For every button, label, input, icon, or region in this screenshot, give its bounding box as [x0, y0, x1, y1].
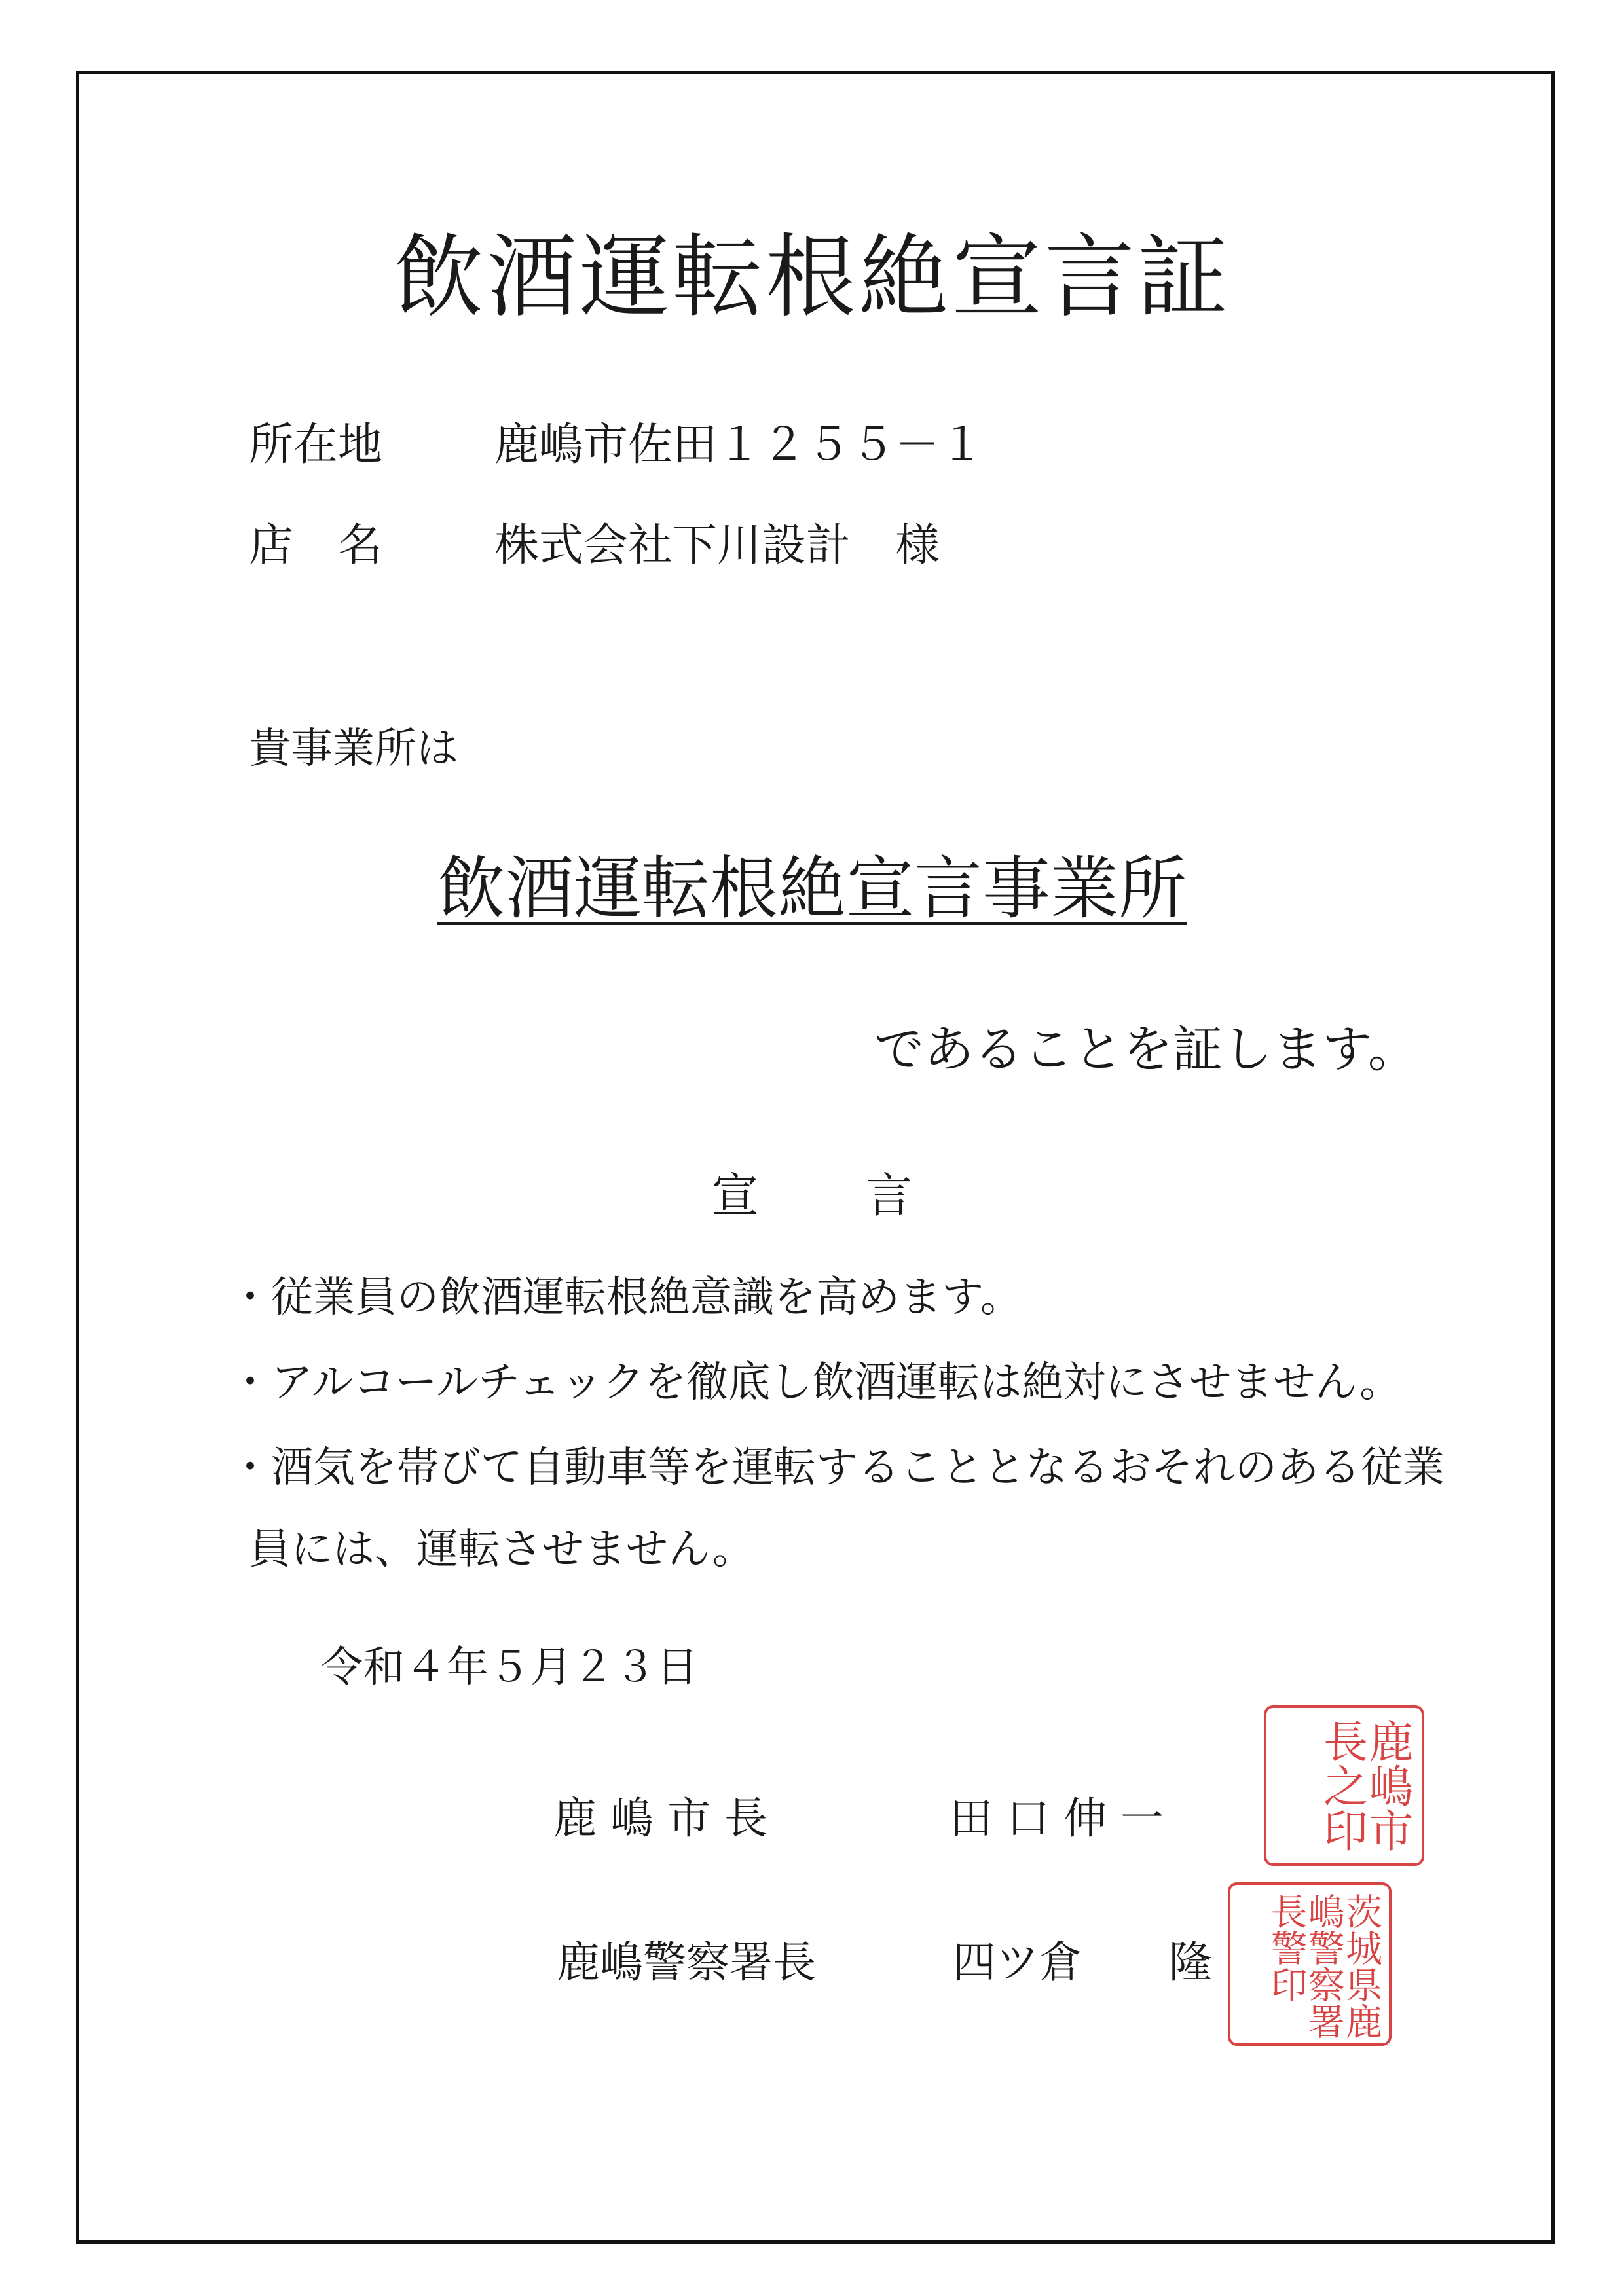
declaration-item-2: ・アルコールチェックを徹底し飲酒運転は絶対にさせません。: [229, 1358, 1402, 1407]
declaration-item-3: ・酒気を帯びて自動車等を運転することとなるおそれのある従業: [229, 1444, 1445, 1492]
declaration-item-1: ・従業員の飲酒運転根絶意識を高めます。: [229, 1273, 1022, 1322]
address-value: 鹿嶋市佐田１２５５－１: [494, 419, 985, 471]
address-label: 所在地: [249, 419, 383, 471]
mayor-seal-text: 鹿嶋市長之印: [1316, 1719, 1413, 1852]
mayor-name: 田 口 伸 一: [950, 1793, 1164, 1844]
intro-text: 貴事業所は: [249, 725, 458, 773]
certificate-title: 飲酒運転根絶宣言証: [393, 225, 1230, 330]
designation-heading: [0, 848, 1624, 928]
certify-text: であることを証します。: [874, 1020, 1418, 1078]
store-label: 店 名: [249, 520, 383, 572]
designation-text: 飲酒運転根絶宣言事業所: [437, 848, 1187, 928]
police-chief-title: 鹿嶋警察署長: [557, 1937, 816, 1988]
police-seal-text: 茨城県鹿嶋警察署長警印: [1264, 1893, 1382, 2039]
declaration-char-2: 言: [865, 1168, 913, 1223]
mayor-seal-stamp: [1264, 1705, 1424, 1866]
declaration-item-3-continued: 員には、運転させません。: [249, 1525, 754, 1574]
store-value: 株式会社下川設計 様: [494, 520, 940, 572]
issue-date: 令和４年５月２３日: [321, 1643, 698, 1692]
police-seal-stamp: [1228, 1882, 1392, 2046]
declaration-heading: [0, 1168, 1624, 1223]
mayor-title: 鹿 嶋 市 長: [553, 1793, 767, 1844]
police-chief-name: 四ツ倉 隆: [953, 1937, 1212, 1988]
declaration-char-1: 宣: [711, 1168, 759, 1223]
